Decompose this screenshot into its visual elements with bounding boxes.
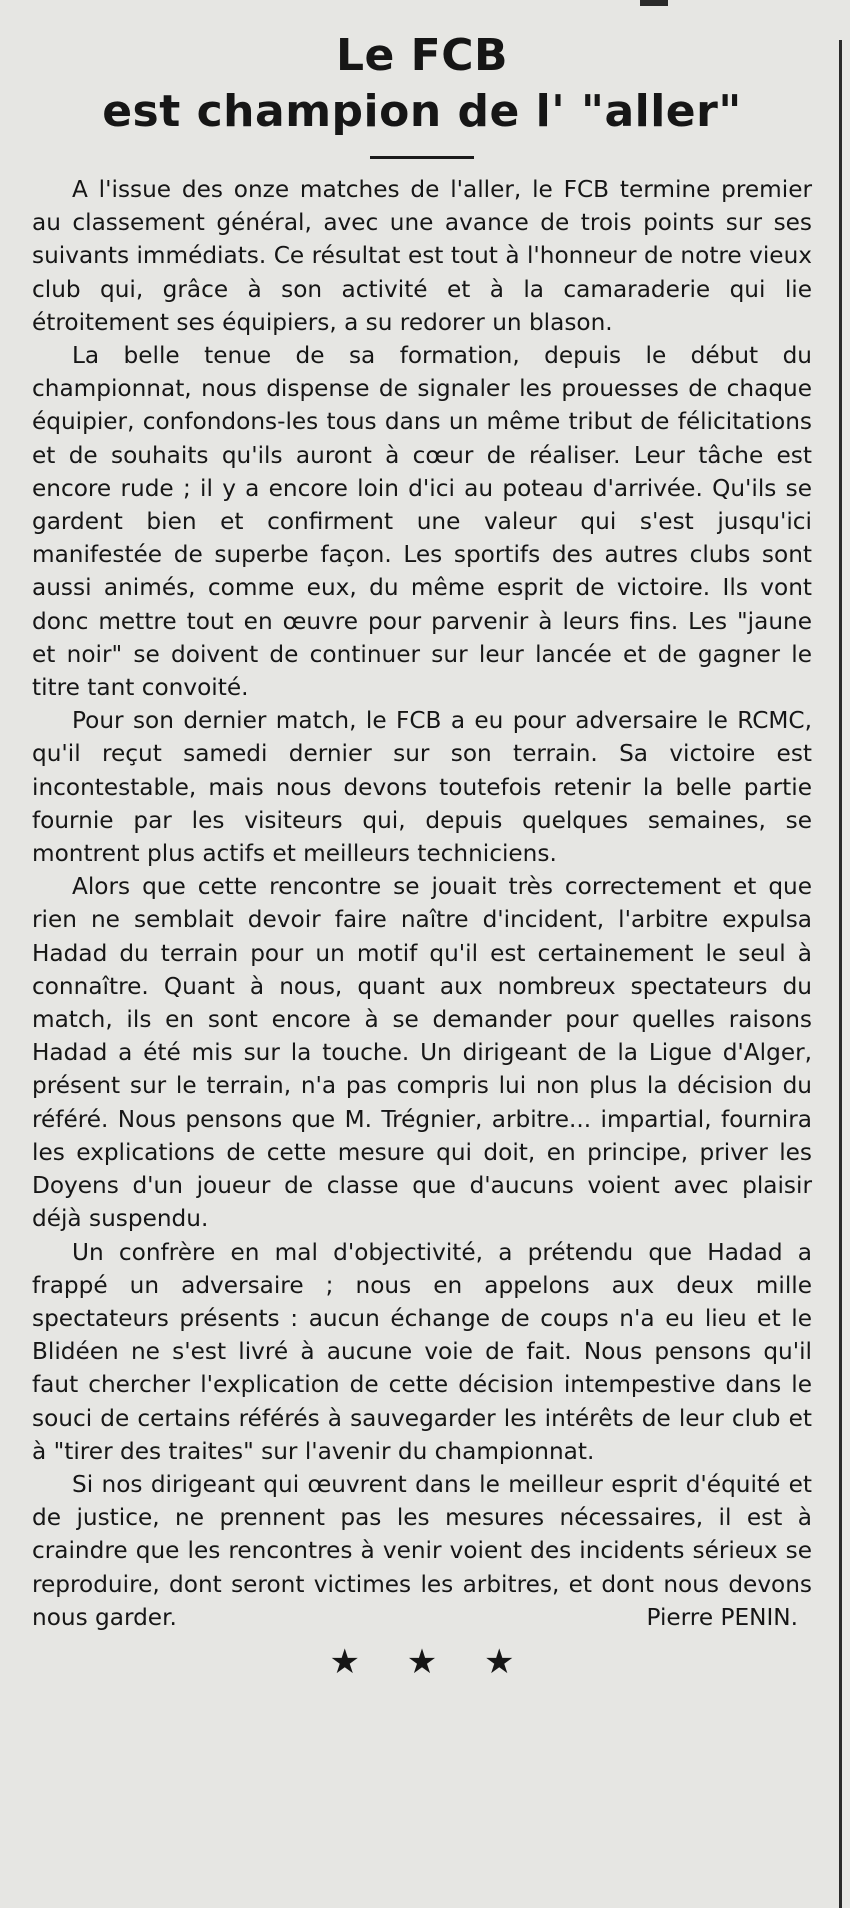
newspaper-article	[32, 28, 812, 1682]
headline-line-1: Le FCB	[335, 30, 509, 81]
headline-divider	[370, 156, 474, 159]
byline: Pierre PENIN.	[646, 1603, 798, 1631]
headline-line-2: est champion de l' "aller"	[102, 86, 742, 137]
paragraph-4: Alors que cette rencontre se jouait très correctement et que rien ne semblait devoir faire naître d'incident, l'arbitre expulsa Hadad du terrain pour un motif qu'il est certainement le seul à connaître. Quant à nous, quant aux nombreux spectateurs du match, ils en sont encore à se demander pour quelles raisons Hadad a été mis sur la touche. Un dirigeant de la Ligue d'Alger, présent sur le terrain, n'a pas compris lui non plus la décision du référé. Nous pensons que M. Trégnier, arbitre... impartial, fournira les explications de cette mesure qui doit, en principe, priver les Doyens d'un joueur de classe que d'aucuns voient avec plaisir déjà suspendu.	[32, 873, 812, 1233]
paragraph-6-text: Si nos dirigeant qui œuvrent dans le meilleur esprit d'équité et de justice, ne prennent pas les mesures nécessaires, il est à craindre que les rencontres à venir voient des incidents sérieux se reproduire, dont seront victimes les arbitres, et dont nous devons nous garder.	[32, 1470, 812, 1631]
paragraph-5: Un confrère en mal d'objectivité, a prétendu que Hadad a frappé un adversaire ; nous en appelons aux deux mille spectateurs présents : aucun échange de coups n'a eu lieu et le Blidéen ne s'est livré à aucune voie de fait. Nous pensons qu'il faut chercher l'explication de cette décision intempestive dans le souci de certains référés à sauvegarder les intérêts de leur club et à "tirer des traites" sur l'avenir du championnat.	[32, 1238, 812, 1465]
headline	[32, 28, 812, 140]
paragraph-2: La belle tenue de sa formation, depuis le début du championnat, nous dispense de signaler les prouesses de chaque équipier, confondons-les tous dans un même tribut de félicitations et de souhaits qu'ils auront à cœur de réaliser. Leur tâche est encore rude ; il y a encore loin d'ici au poteau d'arrivée. Qu'ils se gardent bien et confirment une valeur qui s'est jusqu'ici manifestée de superbe façon. Les sportifs des autres clubs sont aussi animés, comme eux, du même esprit de victoire. Ils vont donc mettre tout en œuvre pour parvenir à leurs fins. Les "jaune et noir" se doivent de continuer sur leur lancée et de gagner le titre tant convoité.	[32, 342, 812, 702]
article-body	[32, 173, 812, 1634]
paragraph-6	[32, 1468, 812, 1634]
paragraph-3: Pour son dernier match, le FCB a eu pour adversaire le RCMC, qu'il reçut samedi dernier sur son terrain. Sa victoire est incontestable, mais nous devons toutefois retenir la belle partie fournie par les visiteurs qui, depuis quelques semaines, se montrent plus actifs et meilleurs techniciens.	[32, 707, 812, 868]
closing-ornament: ★ ★ ★	[329, 1641, 533, 1682]
column-rule	[839, 40, 842, 1908]
top-edge-mark	[640, 0, 668, 6]
paragraph-1: A l'issue des onze matches de l'aller, le FCB termine premier au classement général, avec une avance de trois points sur ses suivants immédiats. Ce résultat est tout à l'honneur de notre vieux club qui, grâce à son activité et à la camaraderie qui lie étroitement ses équipiers, a su redorer un blason.	[32, 176, 812, 336]
